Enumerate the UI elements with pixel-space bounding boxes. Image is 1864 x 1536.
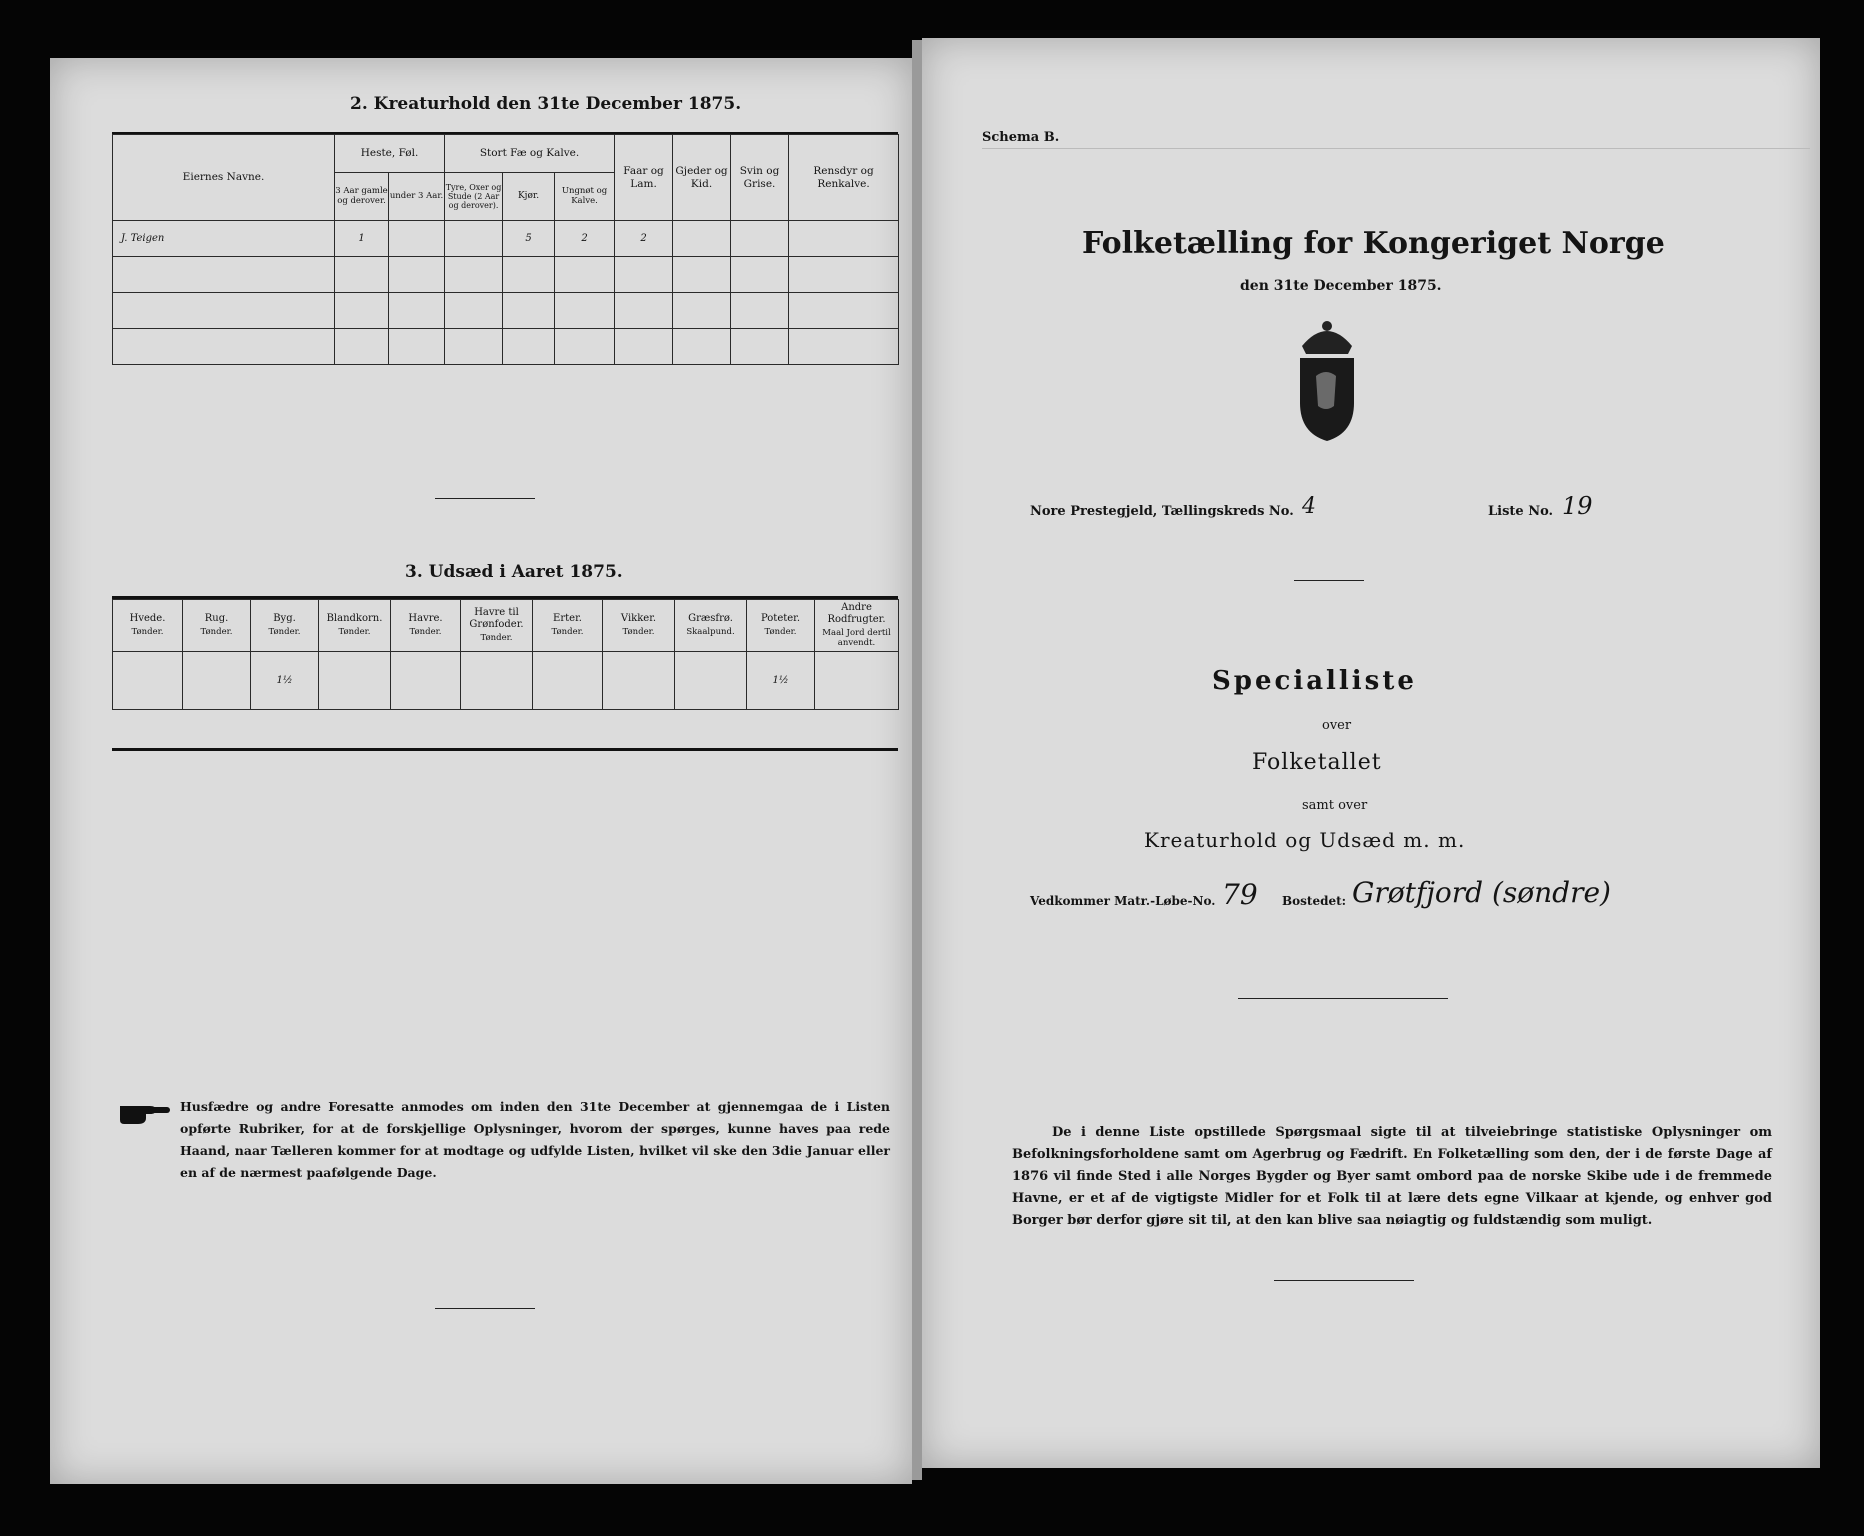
ungnot-cell: 2 [555,221,615,257]
section2-title: 2. Kreaturhold den 31te December 1875. [350,94,742,114]
udsaed-header-label: Poteter. [760,612,801,624]
gjeder-header: Gjeder og Kid. [673,135,731,221]
owner-header: Eiernes Navne. [113,135,335,221]
udsaed-header-label: Erter. [553,612,582,624]
faar-cell: 2 [615,221,673,257]
kreds-no-value: 4 [1302,494,1316,519]
svin-header: Svin og Grise. [731,135,789,221]
udsaed-value-cell [533,652,603,710]
section3-title: 3. Udsæd i Aaret 1875. [405,562,623,582]
udsaed-unit-label: Skaalpund. [686,627,735,638]
over-text: over [1322,718,1352,733]
udsaed-header-cell [675,600,747,652]
udsaed-unit-label: Tønder. [131,627,164,638]
udsaed-value-cell [319,652,391,710]
kjor-header: Kjør. [503,173,555,221]
date-line: den 31te December 1875. [1240,278,1442,294]
main-title: Folketælling for Kongeriget Norge [1082,226,1665,261]
udsaed-header-label: Havre. [408,612,443,624]
table-row [113,293,899,329]
heste-3-cell: 1 [335,221,389,257]
udsaed-value-cell [603,652,675,710]
udsaed-header-cell [251,600,319,652]
udsaed-value-cell: 1½ [747,652,815,710]
table-row [113,257,899,293]
divider [435,1308,535,1309]
tyre-cell [445,221,503,257]
udsaed-table [112,599,899,710]
tyre-header: Tyre, Oxer og Stude (2 Aar og derover). [445,173,503,221]
divider [1274,1280,1414,1281]
udsaed-unit-label: Tønder. [764,627,797,638]
udsaed-header-label: Blandkorn. [326,612,383,624]
udsaed-header-label: Rug. [204,612,229,624]
udsaed-unit-label: Tønder. [409,627,442,638]
udsaed-unit-label: Tønder. [551,627,584,638]
udsaed-value-row [113,652,899,710]
udsaed-header-cell [747,600,815,652]
udsaed-header-cell [461,600,533,652]
left-notice: Husfædre og andre Foresatte anmodes om inden den 31te December at gjennemgaa de i Listen opførte Rubriker, for at de forskjellige Oplysninger, hvorom der spørges, kunne haves paa rede Haand, naar Tælleren kommer for at modtage og udfylde Listen, hvilket vil ske den 3die Januar eller en af de nærmest paafølgende Dage. [180,1099,890,1180]
udsaed-unit-label: Tønder. [268,627,301,638]
kreaturhold-heading: Kreaturhold og Udsæd m. m. [1144,828,1466,852]
heste-3-header: 3 Aar gamle og derover. [335,173,389,221]
divider [435,498,535,499]
liste-label: Liste No. [1488,504,1554,519]
udsaed-header-label: Hvede. [129,612,166,624]
udsaed-header-cell [603,600,675,652]
liste-no-value: 19 [1562,492,1593,520]
divider [1294,580,1364,581]
udsaed-value-cell [113,652,183,710]
coat-of-arms-icon [1282,316,1372,446]
bostedet-value: Grøtfjord (søndre) [1352,876,1611,909]
udsaed-header-label: Byg. [273,612,296,624]
rensdyr-cell [789,221,899,257]
udsaed-bottom-rule [112,748,898,751]
stort-group-header: Stort Fæ og Kalve. [445,135,615,173]
udsaed-header-label: Vikker. [620,612,657,624]
udsaed-header-cell [319,600,391,652]
udsaed-header-cell [113,600,183,652]
udsaed-unit-label: Maal Jord dertil anvendt. [822,628,891,648]
udsaed-header-label: Havre til Grønfoder. [469,607,524,630]
samt-over-text: samt over [1302,798,1368,813]
heste-under-cell [389,221,445,257]
specialliste-heading: Specialliste [1212,666,1417,696]
matr-label: Vedkommer Matr.-Løbe-No. [1030,894,1216,908]
gjeder-cell [673,221,731,257]
bostedet-label: Bostedet: [1282,894,1347,908]
table-row [113,329,899,365]
udsaed-header-label: Andre Rodfrugter. [827,602,886,625]
heste-under-header: under 3 Aar. [389,173,445,221]
udsaed-value-cell [815,652,899,710]
udsaed-value-cell [461,652,533,710]
faar-header: Faar og Lam. [615,135,673,221]
livestock-table [112,134,899,365]
udsaed-value-cell [391,652,461,710]
bleed-through [982,148,1810,379]
table-row [113,221,899,257]
udsaed-value-cell [675,652,747,710]
kjor-cell: 5 [503,221,555,257]
udsaed-header-cell [183,600,251,652]
owner-cell: J. Teigen [113,221,335,257]
udsaed-value-cell: 1½ [251,652,319,710]
udsaed-header-row [113,600,899,652]
udsaed-unit-label: Tønder. [338,627,371,638]
left-page [50,58,912,1484]
pointing-hand-icon [118,1098,174,1126]
schema-label: Schema B. [982,130,1060,145]
udsaed-header-cell [533,600,603,652]
right-notice: De i denne Liste opstillede Spørgsmaal sigte til at tilveiebringe statistiske Oplysninger om Befolkningsforholdene samt om Agerbrug og Fædrift. En Folketælling som den, der i de første Dage af 1876 vil finde Sted i alle Norges Bygder og Byer samt ombord paa de norske Skibe ude i de fremmede Havne, er et af de vigtigste Midler for et Folk til at lære dets egne Vilkaar at kjende, og enhver god Borger bør derfor gjøre sit til, at den kan blive saa nøiagtig og fuldstændig som muligt. [1012,1125,1772,1228]
udsaed-unit-label: Tønder. [200,627,233,638]
rensdyr-header: Rensdyr og Renkalve. [789,135,899,221]
matr-no-value: 79 [1222,878,1258,911]
udsaed-header-cell [391,600,461,652]
udsaed-unit-label: Tønder. [622,627,655,638]
udsaed-header-cell [815,600,899,652]
heste-group-header: Heste, Føl. [335,135,445,173]
udsaed-unit-label: Tønder. [480,633,513,644]
udsaed-header-label: Græsfrø. [688,612,733,624]
prestegjeld-label: Nore Prestegjeld, Tællingskreds No. [1030,504,1294,519]
svin-cell [731,221,789,257]
udsaed-value-cell [183,652,251,710]
binding-edge [912,40,922,1480]
ungnot-header: Ungnøt og Kalve. [555,173,615,221]
folketallet-heading: Folketallet [1252,750,1382,775]
right-page [922,38,1820,1468]
divider [1238,998,1448,999]
